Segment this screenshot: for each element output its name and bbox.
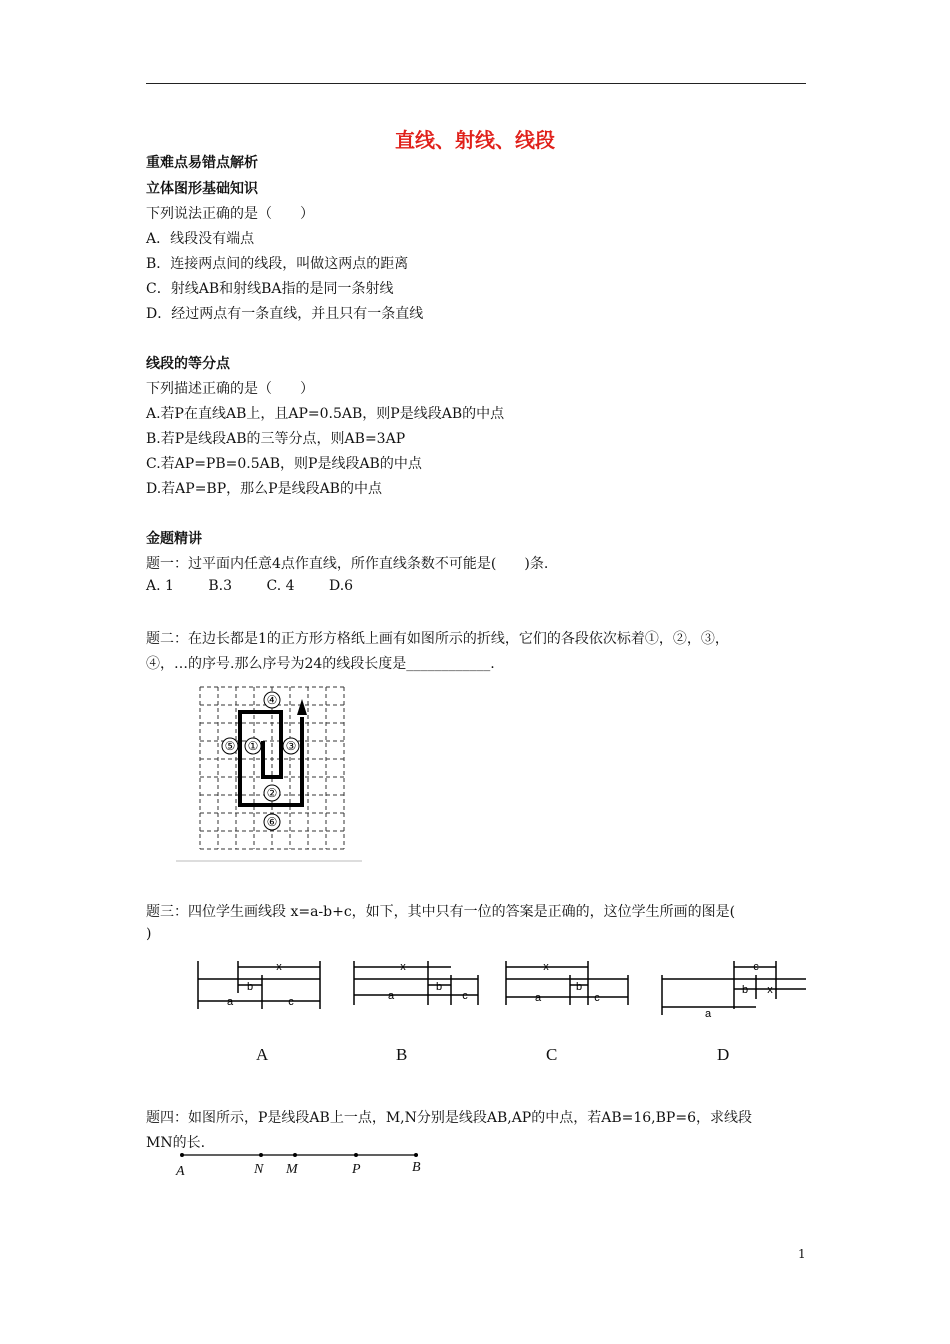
diagram-a-label-x: x [276, 961, 282, 973]
exercise-1-option-a: A. 1 [146, 578, 174, 594]
choice-label-c: C [546, 1045, 558, 1064]
segment-diagram-d [656, 957, 812, 1019]
exercise-3-stem-line2: ) [146, 926, 152, 942]
grid-label-1: ① [247, 739, 259, 753]
question-1-option-a: A．线段没有端点 [146, 231, 255, 247]
choice-label-a: A [256, 1045, 269, 1064]
section-heading-key-points: 重难点易错点解析 [146, 155, 258, 171]
question-1-stem: 下列说法正确的是（ ） [146, 206, 314, 222]
diagram-b-label-c: c [462, 990, 468, 1002]
diagram-b-label-a: a [387, 990, 395, 1002]
grid-label-2: ② [266, 786, 278, 800]
diagram-b-label-b: b [435, 981, 443, 993]
diagram-c-label-c: c [594, 992, 600, 1004]
segment-diagram-c [500, 957, 635, 1012]
diagram-d-label-x: x [767, 984, 773, 996]
header-rule [146, 83, 806, 84]
point-m-label: M [286, 1162, 298, 1177]
line-segment-ab-figure [178, 1150, 423, 1160]
diagram-c-label-x: x [543, 961, 549, 973]
grid-polyline-figure [176, 683, 366, 868]
question-2-option-d: D.若AP=BP，那么P是线段AB的中点 [146, 481, 382, 497]
exercise-1-option-d: D.6 [328, 578, 354, 594]
grid-label-5: ⑤ [224, 739, 236, 753]
exercise-2-stem-line2: ④，…的序号.那么序号为24的线段长度是____________. [146, 656, 495, 672]
diagram-c-label-b: b [575, 981, 583, 993]
diagram-c-label-a: a [534, 992, 542, 1004]
choice-label-b: B [396, 1045, 408, 1064]
point-a-label: A [176, 1164, 185, 1179]
subheading-basics: 立体图形基础知识 [146, 181, 258, 197]
exercise-1-options [146, 578, 383, 594]
diagram-d-label-b: b [741, 984, 749, 996]
diagram-d-label-c: c [753, 961, 759, 973]
point-p-label: P [352, 1162, 361, 1177]
grid-label-3: ③ [285, 739, 297, 753]
question-1-option-b: B．连接两点间的线段，叫做这两点的距离 [146, 256, 409, 272]
segment-diagram-b [348, 957, 483, 1012]
diagram-a-label-c: c [288, 996, 294, 1008]
question-2-option-a: A.若P在直线AB上，且AP=0.5AB，则P是线段AB的中点 [146, 406, 505, 422]
section-heading-exercises: 金题精讲 [146, 531, 202, 547]
point-n-label: N [254, 1162, 264, 1177]
grid-label-6: ⑥ [266, 815, 278, 829]
page-number: 1 [798, 1247, 806, 1261]
question-2-option-b: B.若P是线段AB的三等分点，则AB=3AP [146, 431, 406, 447]
choice-label-d: D [717, 1045, 730, 1064]
question-1-option-c: C．射线AB和射线BA指的是同一条射线 [146, 281, 394, 297]
point-b-label: B [412, 1160, 421, 1175]
diagram-b-label-x: x [400, 961, 406, 973]
diagram-a-label-a: a [226, 996, 234, 1008]
segment-diagram-a [192, 957, 327, 1012]
diagram-a-label-b: b [246, 981, 254, 993]
diagram-d-label-a: a [704, 1008, 712, 1019]
question-2-option-c: C.若AP=PB=0.5AB，则P是线段AB的中点 [146, 456, 422, 472]
subheading-equal-division: 线段的等分点 [146, 356, 230, 372]
exercise-1-option-c: C. 4 [266, 578, 295, 594]
exercise-1-stem: 题一：过平面内任意4点作直线，所作直线条数不可能是( )条. [146, 556, 549, 572]
exercise-1-option-b: B.3 [208, 578, 233, 594]
question-1-option-d: D．经过两点有一条直线，并且只有一条直线 [146, 306, 424, 322]
page-title: 直线、射线、线段 [395, 128, 555, 152]
question-2-stem: 下列描述正确的是（ ） [146, 381, 314, 397]
exercise-3-stem-line1: 题三：四位学生画线段 x=a-b+c，如下，其中只有一位的答案是正确的，这位学生所画的图是( [146, 904, 736, 920]
exercise-4-stem-line2: MN的长. [146, 1135, 206, 1151]
grid-label-4: ④ [266, 693, 278, 707]
exercise-2-stem-line1: 题二：在边长都是1的正方形方格纸上画有如图所示的折线，它们的各段依次标着①，②，③， [146, 631, 729, 647]
exercise-4-stem-line1: 题四：如图所示，P是线段AB上一点，M,N分别是线段AB,AP的中点，若AB=16,BP=6，求线段 [146, 1110, 752, 1126]
